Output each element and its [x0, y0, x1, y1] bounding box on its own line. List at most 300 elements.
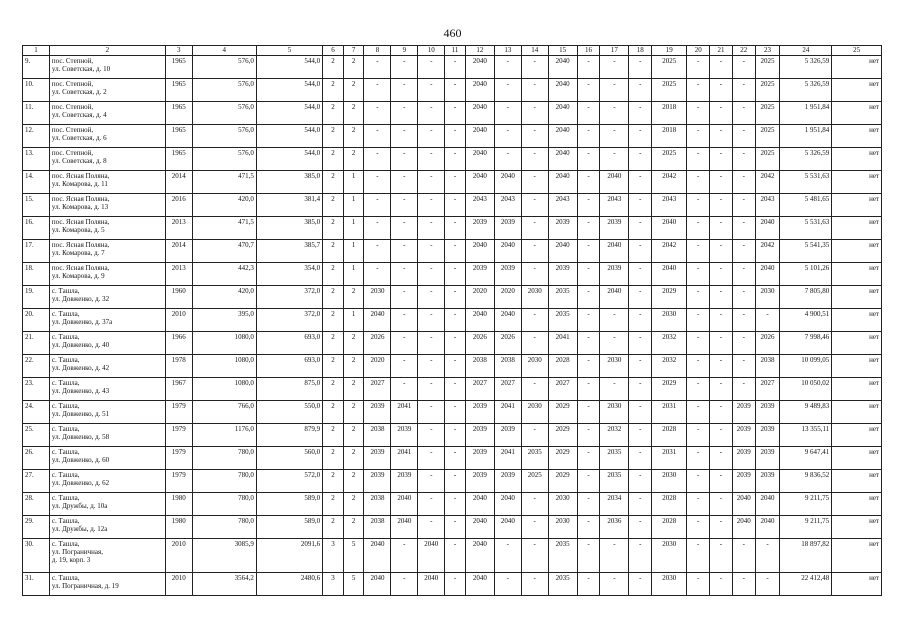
table-cell: 1 — [343, 194, 364, 217]
table-cell: 2030 — [652, 309, 687, 332]
address-line: с. Ташла, — [51, 333, 80, 341]
table-row — [23, 263, 882, 286]
table-cell: - — [577, 148, 600, 171]
table-cell: 1 — [343, 217, 364, 240]
table-row — [23, 79, 882, 102]
table-cell: - — [732, 79, 755, 102]
table-cell: - — [391, 539, 418, 573]
table-cell: 2 — [323, 171, 344, 194]
table-cell: - — [364, 217, 391, 240]
table-cell: - — [521, 539, 548, 573]
table-cell: - — [391, 217, 418, 240]
table-cell: 2040 — [465, 493, 494, 516]
table-cell: - — [418, 493, 445, 516]
table-cell: 471,5 — [192, 217, 256, 240]
table-cell: - — [732, 378, 755, 401]
table-cell: - — [577, 125, 600, 148]
table-cell: - — [577, 309, 600, 332]
table-cell: - — [577, 217, 600, 240]
table-cell: 2039 — [364, 470, 391, 493]
table-cell: 2039 — [755, 424, 780, 447]
column-header: 1 — [23, 46, 50, 56]
table-cell: - — [577, 194, 600, 217]
table-cell: - — [710, 447, 733, 470]
address-cell — [49, 355, 165, 378]
table-cell: 879,9 — [256, 424, 322, 447]
table-cell: - — [364, 148, 391, 171]
address-cell — [49, 125, 165, 148]
table-cell: нет — [832, 240, 882, 263]
address-line: ул. Комарова, д. 9 — [51, 272, 105, 280]
table-cell: 5 541,35 — [780, 240, 832, 263]
table-cell: 2020 — [494, 286, 521, 309]
table-cell: 2039 — [465, 263, 494, 286]
table-cell: - — [687, 79, 710, 102]
table-cell: 2038 — [465, 355, 494, 378]
address-line: с. Ташла, — [51, 574, 80, 582]
table-cell: 2 — [343, 148, 364, 171]
table-cell: 2 — [323, 493, 344, 516]
table-cell: - — [710, 171, 733, 194]
table-cell: 385,7 — [256, 240, 322, 263]
table-cell: 693,0 — [256, 355, 322, 378]
table-cell: 1 951,84 — [780, 102, 832, 125]
table-cell: 1965 — [165, 79, 192, 102]
table-cell: - — [687, 424, 710, 447]
table-cell: - — [687, 240, 710, 263]
row-number: 12. — [23, 125, 50, 148]
column-header: 7 — [343, 46, 364, 56]
table-cell: - — [445, 401, 466, 424]
row-number: 30. — [23, 539, 50, 573]
row-number: 29. — [23, 516, 50, 539]
table-cell: - — [629, 194, 652, 217]
table-cell: - — [710, 309, 733, 332]
column-header: 4 — [192, 46, 256, 56]
table-cell: - — [364, 79, 391, 102]
table-cell: 2010 — [165, 573, 192, 596]
table-cell: 2039 — [732, 447, 755, 470]
table-cell: 780,0 — [192, 493, 256, 516]
table-cell: 2040 — [494, 493, 521, 516]
table-cell: - — [600, 125, 629, 148]
address-line: с. Ташла, — [51, 494, 80, 502]
column-header: 12 — [465, 46, 494, 56]
row-number: 26. — [23, 447, 50, 470]
table-cell: - — [391, 309, 418, 332]
table-cell: 1960 — [165, 286, 192, 309]
address-line: ул. Довженко, д. 42 — [51, 364, 110, 372]
table-cell: 3085,9 — [192, 539, 256, 573]
address-line: пос. Степной, — [51, 80, 94, 88]
table-cell: - — [629, 378, 652, 401]
table-cell: 2039 — [465, 401, 494, 424]
column-header: 14 — [521, 46, 548, 56]
table-cell: - — [710, 217, 733, 240]
row-number: 23. — [23, 378, 50, 401]
address-line: пос. Степной, — [51, 103, 94, 111]
table-cell: - — [521, 332, 548, 355]
table-cell: 2039 — [548, 263, 577, 286]
table-cell: - — [710, 424, 733, 447]
table-cell: 2 — [323, 470, 344, 493]
table-cell: 780,0 — [192, 447, 256, 470]
table-cell: 2035 — [548, 309, 577, 332]
table-cell: - — [710, 79, 733, 102]
table-cell: 2041 — [494, 401, 521, 424]
table-cell: 5 531,63 — [780, 171, 832, 194]
table-cell: 2039 — [600, 217, 629, 240]
address-line: ул. Комарова, д. 5 — [51, 226, 105, 234]
table-cell: - — [521, 516, 548, 539]
table-cell: - — [577, 470, 600, 493]
table-cell: - — [710, 240, 733, 263]
table-cell: 442,3 — [192, 263, 256, 286]
table-cell: 2039 — [364, 401, 391, 424]
table-cell: - — [418, 79, 445, 102]
table-cell: 2043 — [755, 194, 780, 217]
table-cell: - — [710, 539, 733, 573]
table-cell: 2038 — [364, 516, 391, 539]
table-cell: 2039 — [391, 470, 418, 493]
table-cell: 5 — [343, 573, 364, 596]
table-cell: - — [755, 573, 780, 596]
address-cell — [49, 171, 165, 194]
table-cell: - — [418, 516, 445, 539]
table-cell: - — [521, 148, 548, 171]
table-cell: 576,0 — [192, 125, 256, 148]
table-cell: 1965 — [165, 125, 192, 148]
table-cell: 2038 — [755, 355, 780, 378]
table-cell: 2027 — [465, 378, 494, 401]
table-cell: - — [445, 493, 466, 516]
table-cell: 2040 — [465, 171, 494, 194]
column-header: 15 — [548, 46, 577, 56]
table-cell: - — [687, 401, 710, 424]
table-cell: 2040 — [548, 148, 577, 171]
table-cell: 544,0 — [256, 125, 322, 148]
table-cell: 589,0 — [256, 516, 322, 539]
table-row — [23, 378, 882, 401]
table-row — [23, 125, 882, 148]
table-cell: 2039 — [732, 470, 755, 493]
table-cell: 2036 — [600, 516, 629, 539]
column-header: 5 — [256, 46, 322, 56]
table-cell: 2039 — [391, 424, 418, 447]
table-cell: - — [494, 573, 521, 596]
table-cell: - — [445, 447, 466, 470]
table-cell: 2039 — [494, 263, 521, 286]
table-cell: 2 — [343, 493, 364, 516]
address-line: с. Ташла, — [51, 517, 80, 525]
table-cell: 2035 — [600, 447, 629, 470]
table-cell: - — [445, 516, 466, 539]
table-cell: 2 — [323, 217, 344, 240]
row-number: 13. — [23, 148, 50, 171]
table-cell: 2 — [343, 79, 364, 102]
table-cell: - — [687, 573, 710, 596]
row-number: 18. — [23, 263, 50, 286]
table-cell: 2040 — [465, 79, 494, 102]
address-cell — [49, 516, 165, 539]
table-cell: - — [391, 56, 418, 79]
table-cell: - — [732, 539, 755, 573]
address-line: д. 19, корп. 3 — [51, 556, 91, 564]
table-cell: - — [577, 424, 600, 447]
table-cell: - — [445, 125, 466, 148]
table-cell: нет — [832, 516, 882, 539]
table-cell: 2043 — [548, 194, 577, 217]
table-cell: нет — [832, 148, 882, 171]
address-line: ул. Довженко, д. 62 — [51, 479, 110, 487]
address-line: с. Ташла, — [51, 402, 80, 410]
table-cell: 2042 — [652, 171, 687, 194]
table-cell: 572,0 — [256, 470, 322, 493]
table-cell: 2040 — [465, 539, 494, 573]
table-cell: - — [577, 516, 600, 539]
table-cell: 2043 — [652, 194, 687, 217]
table-cell: - — [445, 309, 466, 332]
table-cell: 385,0 — [256, 217, 322, 240]
table-row — [23, 102, 882, 125]
table-cell: - — [521, 194, 548, 217]
table-cell: 2038 — [364, 493, 391, 516]
table-cell: 2032 — [652, 355, 687, 378]
address-line: пос. Ясная Поляна, — [51, 241, 110, 249]
table-cell: - — [577, 240, 600, 263]
address-cell — [49, 217, 165, 240]
table-cell: - — [391, 79, 418, 102]
table-cell: - — [494, 539, 521, 573]
table-cell: 2030 — [755, 286, 780, 309]
table-cell: 2040 — [755, 263, 780, 286]
table-cell: 1979 — [165, 424, 192, 447]
table-cell: 2026 — [755, 332, 780, 355]
table-cell: 2042 — [755, 240, 780, 263]
address-cell — [49, 573, 165, 596]
table-cell: 2 — [343, 447, 364, 470]
table-cell: 2039 — [755, 401, 780, 424]
table-cell: 2013 — [165, 263, 192, 286]
table-cell: 2 — [343, 125, 364, 148]
table-cell: 1978 — [165, 355, 192, 378]
table-cell: 2041 — [391, 401, 418, 424]
address-line: ул. Довженко, д. 60 — [51, 456, 110, 464]
table-cell: - — [418, 56, 445, 79]
table-cell: - — [755, 309, 780, 332]
address-line: ул. Дружбы, д. 10а — [51, 502, 108, 510]
row-number: 20. — [23, 309, 50, 332]
table-cell: 2039 — [732, 424, 755, 447]
table-cell: 2039 — [755, 447, 780, 470]
table-row — [23, 573, 882, 596]
table-cell: - — [629, 263, 652, 286]
table-cell: 9 211,75 — [780, 516, 832, 539]
row-number: 17. — [23, 240, 50, 263]
table-cell: - — [687, 194, 710, 217]
column-header: 22 — [732, 46, 755, 56]
table-cell: - — [577, 263, 600, 286]
table-cell: 2 — [323, 516, 344, 539]
table-cell: 2025 — [755, 125, 780, 148]
table-cell: 693,0 — [256, 332, 322, 355]
column-header: 21 — [710, 46, 733, 56]
table-cell: - — [710, 125, 733, 148]
table-cell: 372,0 — [256, 286, 322, 309]
table-cell: 766,0 — [192, 401, 256, 424]
table-cell: - — [710, 148, 733, 171]
address-line: ул. Советская, д. 6 — [51, 134, 107, 142]
table-cell: - — [687, 539, 710, 573]
table-cell: 1979 — [165, 401, 192, 424]
table-cell: - — [732, 309, 755, 332]
table-cell: нет — [832, 263, 882, 286]
table-cell: 3 — [323, 573, 344, 596]
table-cell: нет — [832, 401, 882, 424]
table-cell: - — [391, 378, 418, 401]
table-cell: - — [494, 79, 521, 102]
column-header: 3 — [165, 46, 192, 56]
table-cell: 470,7 — [192, 240, 256, 263]
address-line: ул. Комарова, д. 7 — [51, 249, 105, 257]
housing-table — [22, 45, 882, 596]
table-cell: 2039 — [465, 470, 494, 493]
table-cell: 560,0 — [256, 447, 322, 470]
table-cell: 4 900,51 — [780, 309, 832, 332]
table-cell: - — [710, 378, 733, 401]
table-cell: - — [600, 102, 629, 125]
table-cell: 9 211,75 — [780, 493, 832, 516]
table-cell: - — [418, 447, 445, 470]
table-cell: - — [687, 286, 710, 309]
table-cell: - — [629, 286, 652, 309]
table-cell: 3 — [323, 539, 344, 573]
table-cell: - — [687, 470, 710, 493]
table-cell: - — [445, 102, 466, 125]
table-cell: 2040 — [548, 79, 577, 102]
address-cell — [49, 378, 165, 401]
table-cell: 2040 — [732, 493, 755, 516]
table-cell: - — [629, 171, 652, 194]
table-cell: - — [418, 355, 445, 378]
table-cell: - — [445, 378, 466, 401]
row-number: 28. — [23, 493, 50, 516]
table-cell: 2043 — [465, 194, 494, 217]
table-cell: нет — [832, 447, 882, 470]
table-cell: - — [364, 194, 391, 217]
table-row — [23, 240, 882, 263]
table-cell: 2028 — [652, 493, 687, 516]
table-cell: 5 326,59 — [780, 79, 832, 102]
table-cell: - — [710, 516, 733, 539]
table-cell: нет — [832, 355, 882, 378]
table-cell: 544,0 — [256, 79, 322, 102]
table-cell: - — [687, 493, 710, 516]
table-cell: - — [445, 171, 466, 194]
column-header: 6 — [323, 46, 344, 56]
table-cell: 2043 — [600, 194, 629, 217]
row-number: 15. — [23, 194, 50, 217]
table-row — [23, 171, 882, 194]
table-cell: 2040 — [600, 171, 629, 194]
table-cell: 2039 — [494, 470, 521, 493]
table-cell: 2 — [343, 378, 364, 401]
table-cell: 2039 — [600, 263, 629, 286]
table-cell: 2040 — [732, 516, 755, 539]
table-cell: 2030 — [521, 355, 548, 378]
table-cell: 2040 — [465, 240, 494, 263]
table-cell: - — [418, 194, 445, 217]
table-cell: 2027 — [494, 378, 521, 401]
address-line: с. Ташла, — [51, 540, 80, 548]
address-line: ул. Довженко, д. 58 — [51, 433, 110, 441]
table-cell: 2040 — [465, 56, 494, 79]
header-row — [23, 46, 882, 56]
table-cell: 1979 — [165, 470, 192, 493]
table-cell: нет — [832, 424, 882, 447]
table-cell: 2 — [323, 355, 344, 378]
table-cell: 576,0 — [192, 102, 256, 125]
table-cell: 2040 — [755, 217, 780, 240]
table-cell: 544,0 — [256, 148, 322, 171]
table-cell: - — [391, 148, 418, 171]
table-cell: 2 — [343, 286, 364, 309]
table-cell: 2031 — [652, 447, 687, 470]
table-cell: 2014 — [165, 240, 192, 263]
table-cell: - — [521, 79, 548, 102]
table-cell: 2040 — [465, 573, 494, 596]
address-cell — [49, 332, 165, 355]
table-cell: 420,0 — [192, 286, 256, 309]
table-cell: - — [600, 309, 629, 332]
table-cell: 2040 — [600, 286, 629, 309]
table-cell: - — [687, 355, 710, 378]
table-cell: 2040 — [755, 516, 780, 539]
table-cell: 2040 — [548, 56, 577, 79]
column-header: 10 — [418, 46, 445, 56]
table-cell: - — [521, 102, 548, 125]
table-row — [23, 493, 882, 516]
table-cell: - — [710, 286, 733, 309]
column-header: 13 — [494, 46, 521, 56]
table-cell: 1 951,84 — [780, 125, 832, 148]
column-header: 17 — [600, 46, 629, 56]
table-cell: - — [521, 493, 548, 516]
table-cell: 2025 — [755, 56, 780, 79]
table-cell: 5 531,63 — [780, 217, 832, 240]
table-cell: - — [418, 309, 445, 332]
row-number: 22. — [23, 355, 50, 378]
table-cell: 2018 — [652, 102, 687, 125]
column-header: 8 — [364, 46, 391, 56]
table-cell: - — [732, 56, 755, 79]
table-cell: 2040 — [652, 217, 687, 240]
row-number: 25. — [23, 424, 50, 447]
table-cell: - — [600, 573, 629, 596]
table-cell: - — [577, 378, 600, 401]
table-cell: 780,0 — [192, 516, 256, 539]
row-number: 21. — [23, 332, 50, 355]
table-cell: 2016 — [165, 194, 192, 217]
address-line: ул. Советская, д. 8 — [51, 157, 107, 165]
table-cell: 9 489,83 — [780, 401, 832, 424]
table-cell: - — [521, 217, 548, 240]
address-line: с. Ташла, — [51, 425, 80, 433]
table-cell: - — [418, 148, 445, 171]
address-line: ул. Комарова, д. 11 — [51, 180, 108, 188]
table-cell: 2 — [343, 102, 364, 125]
table-cell: 7 998,46 — [780, 332, 832, 355]
